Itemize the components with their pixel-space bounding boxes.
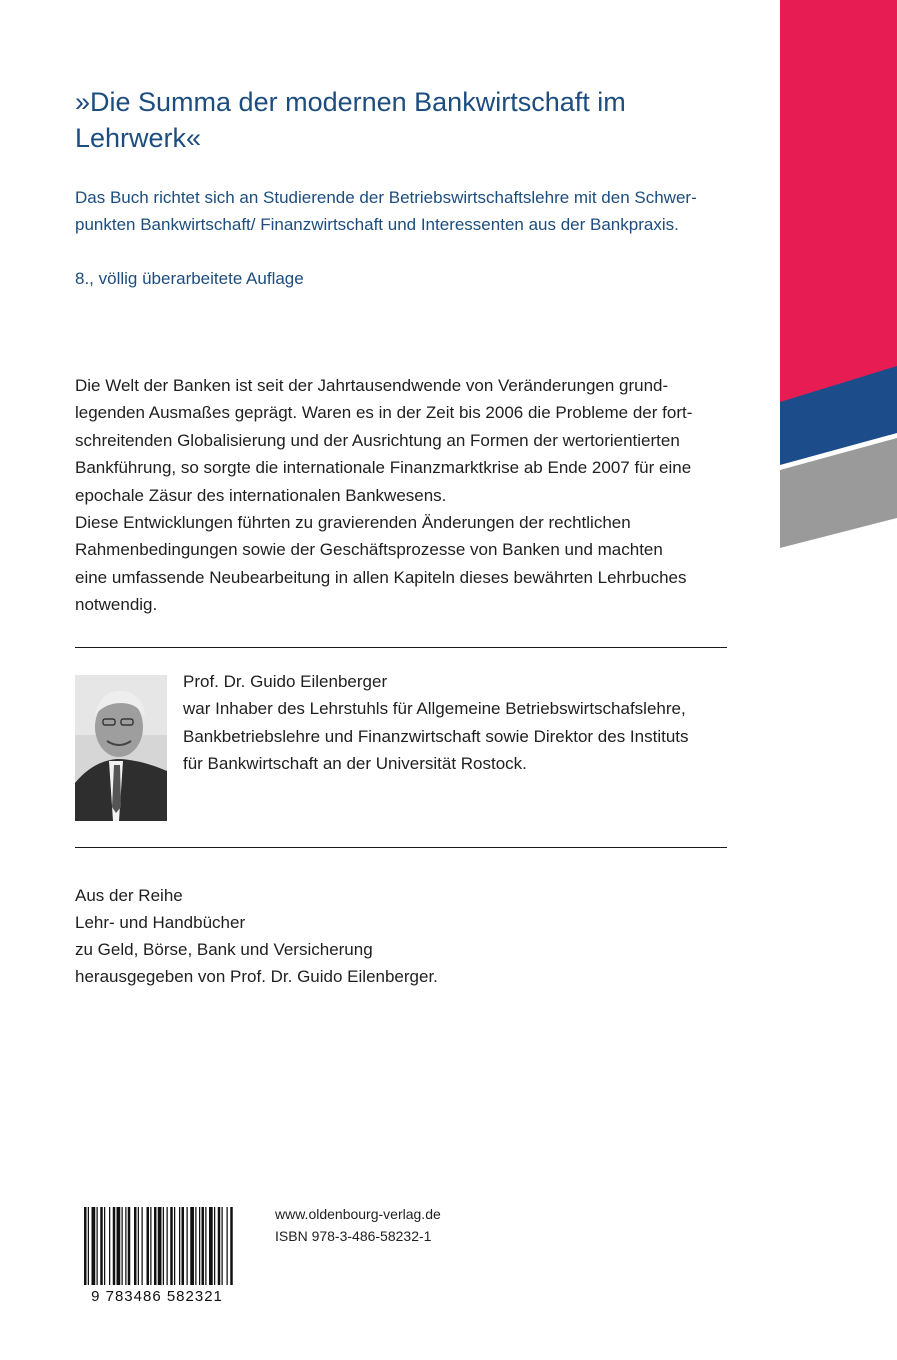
series-line: Lehr- und Handbücher (75, 913, 246, 932)
barcode-bar (222, 1207, 223, 1285)
edition-text: 8., völlig überarbeitete Auflage (75, 269, 304, 288)
barcode-bar (167, 1207, 168, 1285)
barcode-bar (150, 1207, 151, 1285)
barcode-bar (202, 1207, 205, 1285)
barcode-bar (205, 1207, 206, 1285)
barcode-bar (230, 1207, 233, 1285)
author-bio-line: war Inhaber des Lehrstuhls für Allgemeine Betriebswirtschafslehre, (183, 699, 686, 719)
description-paragraph-1 (75, 372, 735, 509)
author-info (183, 668, 743, 778)
description-line: Diese Entwicklungen führten zu gravierenden Änderungen der rechtlichen (75, 513, 631, 533)
barcode-bar (109, 1207, 110, 1285)
barcode-bar (227, 1207, 228, 1285)
barcode-bars (84, 1207, 233, 1285)
description-line: Rahmenbedingungen sowie der Geschäftsprozesse von Banken und machten (75, 540, 663, 560)
barcode-bar (214, 1207, 215, 1285)
isbn-barcode (72, 1205, 242, 1305)
barcode-bar (142, 1207, 143, 1285)
description-line: eine umfassende Neubearbeitung in allen Kapiteln dieses bewährten Lehrbuches (75, 567, 687, 587)
book-description (75, 372, 735, 619)
barcode-bar (128, 1207, 131, 1285)
barcode-bar (138, 1207, 139, 1285)
barcode-bar (170, 1207, 173, 1285)
barcode-bar (147, 1207, 150, 1285)
barcode-bar (100, 1207, 103, 1285)
barcode-bar (179, 1207, 180, 1285)
barcode-bar (163, 1207, 164, 1285)
isbn-number: ISBN 978-3-486-58232-1 (275, 1228, 432, 1244)
book-headline: »Die Summa der modernen Bankwirtschaft im Lehrwerk« (75, 87, 626, 153)
barcode-bar (92, 1207, 96, 1285)
barcode-bar (117, 1207, 121, 1285)
barcode-bar (84, 1207, 87, 1285)
publisher-info (275, 1203, 441, 1247)
description-line: Bankführung, so sorgte die internationale Finanzmarktkrise ab Ende 2007 für eine (75, 458, 692, 478)
barcode-bar (187, 1207, 188, 1285)
description-line: epochale Zäsur des internationalen Bankwesens. (75, 485, 447, 505)
description-line: legenden Ausmaßes geprägt. Waren es in der Zeit bis 2006 die Probleme der fort- (75, 403, 693, 423)
series-info (75, 882, 675, 990)
author-bio-line: für Bankwirtschaft an der Universität Rostock. (183, 754, 527, 774)
cover-stripes (780, 0, 897, 560)
barcode-bar (88, 1207, 89, 1285)
barcode-bar (113, 1207, 116, 1285)
divider-bottom (75, 847, 727, 848)
description-paragraph-2 (75, 509, 735, 619)
red-stripe (780, 0, 897, 402)
barcode-bar (122, 1207, 123, 1285)
barcode-bar (209, 1207, 213, 1285)
barcode-bar (174, 1207, 175, 1285)
audience-line: punkten Bankwirtschaft/ Finanzwirtschaft und Interessenten aus der Bankpraxis. (75, 215, 679, 234)
barcode-bar (134, 1207, 137, 1285)
barcode-bar (218, 1207, 221, 1285)
divider-top (75, 647, 727, 648)
barcode-bar (190, 1207, 194, 1285)
description-line: notwendig. (75, 595, 158, 615)
barcode-bar (104, 1207, 105, 1285)
barcode-digits: 9 783486 582321 (91, 1288, 223, 1305)
barcode-bar (97, 1207, 98, 1285)
description-line: schreitenden Globalisierung und der Ausrichtung an Formen der wertorientierten (75, 430, 680, 450)
series-line: herausgegeben von Prof. Dr. Guido Eilenberger. (75, 967, 438, 986)
barcode-bar (154, 1207, 157, 1285)
barcode-bar (199, 1207, 200, 1285)
audience-text (75, 184, 765, 238)
barcode-bar (182, 1207, 185, 1285)
author-name: Prof. Dr. Guido Eilenberger (183, 672, 388, 691)
series-line: zu Geld, Börse, Bank und Versicherung (75, 940, 373, 959)
audience-line: Das Buch richtet sich an Studierende der Betriebswirtschaftslehre mit den Schwer- (75, 188, 697, 207)
author-photo (75, 675, 167, 821)
author-bio-line: Bankbetriebslehre und Finanzwirtschaft sowie Direktor des Instituts (183, 726, 689, 746)
barcode-bar (158, 1207, 162, 1285)
description-line: Die Welt der Banken ist seit der Jahrtausendwende von Veränderungen grund- (75, 376, 669, 395)
barcode-bar (125, 1207, 126, 1285)
publisher-website[interactable]: www.oldenbourg-verlag.de (275, 1206, 441, 1222)
series-line: Aus der Reihe (75, 886, 183, 905)
barcode-bar (195, 1207, 196, 1285)
